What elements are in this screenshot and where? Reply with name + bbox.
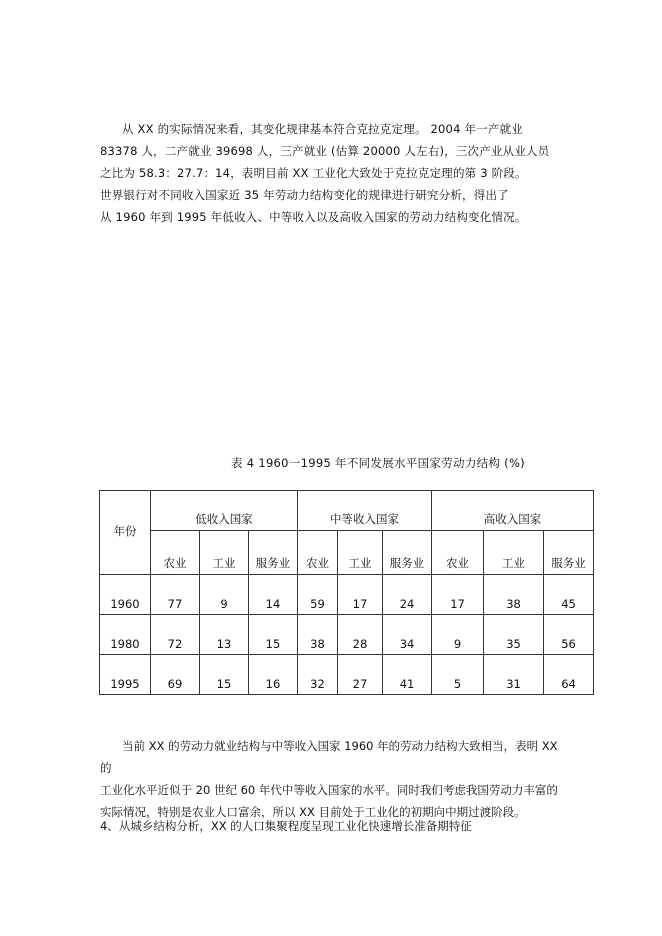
group-header-middle-income: 中等收入国家 [298, 491, 432, 531]
table-cell: 45 [544, 575, 594, 615]
table-cell: 35 [484, 615, 544, 655]
table-cell: 5 [432, 655, 484, 695]
table-cell: 59 [298, 575, 338, 615]
table-cell: 13 [200, 615, 249, 655]
table-cell: 32 [298, 655, 338, 695]
table-cell: 56 [544, 615, 594, 655]
table-cell: 27 [338, 655, 383, 695]
table-cell: 9 [432, 615, 484, 655]
intro-line: 从 XX 的实际情况来看，其变化规律基本符合克拉克定理。 2004 年一产就业 [122, 122, 523, 136]
conclusion-line: 当前 XX 的劳动力就业结构与中等收入国家 1960 年的劳动力结构大致相当，表明 XX 的 [100, 739, 558, 775]
table-row [100, 655, 594, 695]
table-sub-header-row [100, 531, 594, 575]
table-cell: 31 [484, 655, 544, 695]
conclusion-line: 实际情况，特别是农业人口富余，所以 XX 目前处于工业化的初期向中期过渡阶段。 [100, 805, 526, 819]
conclusion-line: 工业化水平近似于 20 世纪 60 年代中等收入国家的水平。同时我们考虑我国劳动力丰富的 [100, 783, 558, 797]
sub-header: 农业 [432, 531, 484, 575]
sub-header: 服务业 [383, 531, 432, 575]
table-row [100, 575, 594, 615]
table-caption: 表 4 1960一1995 年不同发展水平国家劳动力结构 (%) [231, 456, 525, 470]
sub-header: 服务业 [544, 531, 594, 575]
year-cell: 1960 [100, 575, 151, 615]
table-cell: 17 [432, 575, 484, 615]
year-cell: 1980 [100, 615, 151, 655]
year-cell: 1995 [100, 655, 151, 695]
intro-line: 83378 人，二产就业 39698 人，三产就业 (估算 20000 人左右)，三次产业从业人员 [100, 144, 550, 158]
labor-structure-table [99, 490, 594, 695]
table-cell: 15 [249, 615, 298, 655]
table-cell: 24 [383, 575, 432, 615]
intro-line: 之比为 58.3：27.7：14，表明目前 XX 工业化大致处于克拉克定理的第 3 阶段。 [100, 166, 527, 180]
sub-header: 工业 [200, 531, 249, 575]
table-cell: 34 [383, 615, 432, 655]
table-cell: 69 [151, 655, 200, 695]
year-column-header: 年份 [100, 491, 151, 575]
group-header-high-income: 高收入国家 [432, 491, 594, 531]
table-cell: 64 [544, 655, 594, 695]
table-cell: 41 [383, 655, 432, 695]
intro-paragraph [100, 118, 570, 228]
table-cell: 38 [484, 575, 544, 615]
sub-header: 农业 [298, 531, 338, 575]
table-cell: 77 [151, 575, 200, 615]
group-header-low-income: 低收入国家 [151, 491, 298, 531]
table-cell: 72 [151, 615, 200, 655]
conclusion-paragraph [100, 735, 570, 823]
table-cell: 15 [200, 655, 249, 695]
table-cell: 14 [249, 575, 298, 615]
table-cell: 16 [249, 655, 298, 695]
intro-line: 世界银行对不同收入国家近 35 年劳动力结构变化的规律进行研究分析，得出了 [100, 188, 509, 202]
section-4-heading: 4、从城乡结构分析，XX 的人口集聚程度呈现工业化快速增长准备期特征 [100, 819, 472, 833]
sub-header: 工业 [338, 531, 383, 575]
table-cell: 28 [338, 615, 383, 655]
sub-header: 工业 [484, 531, 544, 575]
intro-line: 从 1960 年到 1995 年低收入、中等收入以及高收入国家的劳动力结构变化情况。 [100, 210, 527, 224]
table-cell: 17 [338, 575, 383, 615]
table-cell: 38 [298, 615, 338, 655]
table-group-header-row [100, 491, 594, 531]
sub-header: 服务业 [249, 531, 298, 575]
table-row [100, 615, 594, 655]
table-cell: 9 [200, 575, 249, 615]
sub-header: 农业 [151, 531, 200, 575]
